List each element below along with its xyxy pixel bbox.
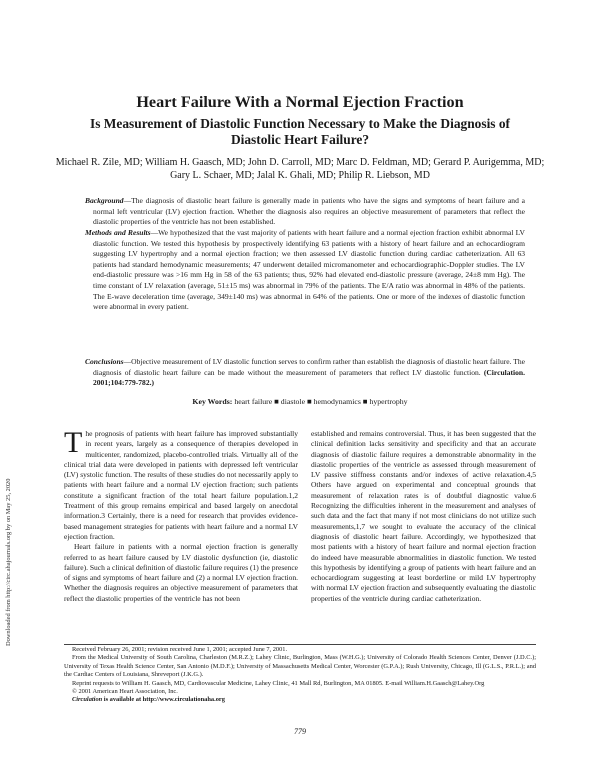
page-number: 779 (294, 727, 306, 736)
body-paragraph: established and remains controversial. Thus, it has been suggested that the clinical definition lacks sensitivity and specificity and that an accurate diagnosis of diastolic failure requires a demonstrable abnormality in the diastolic properties of the ventricle as assessed through measurement of LV passive stiffness constants and/or indexes of active relaxation.4,5 Others have argued on experimental and conceptual grounds that measurement of relaxation rates is of doubtful diagnostic value.6 Recognizing the difficulties inherent in the measurement and analyses of such data and the fact that many if not most clinicians do not utilize such measurements,1,7 we sought to evaluate the accuracy of the clinical diagnosis of diastolic heart failure. Accordingly, we hypothesized that most patients with a history of heart failure and normal ejection fraction do indeed have measurable abnormalities in diastolic function. We tested this hypothesis by identifying a group of patients with heart failure and an echocardiogram suggesting at least borderline or mild LV hypertrophy with normal LV ejection fraction and subsequently evaluating the diastolic properties of the ventricle during cardiac catheterization. (311, 429, 536, 603)
body-column-right (311, 429, 536, 604)
footnotes (64, 646, 536, 705)
conclusions-text: —Objective measurement of LV diastolic function serves to confirm rather than establish the diagnosis of diastolic heart failure. The diagnosis of diastolic heart failure can be made without the measurement of parameters that reflect LV diastolic function. (93, 357, 525, 377)
keywords-label: Key Words: (192, 397, 233, 406)
article-subtitle: Is Measurement of Diastolic Function Necessary to Make the Diagnosis of Diastolic Heart Failure? (89, 116, 511, 147)
download-watermark-text: Downloaded from http://circ.ahajournals.org by on May 25, 2020 (5, 478, 12, 646)
methods-label: Methods and Results (85, 228, 151, 237)
body-paragraph (64, 426, 298, 542)
footnote-received: Received February 26, 2001; revision received June 1, 2001; accepted June 7, 2001. (72, 646, 288, 653)
footnote-availability (64, 696, 536, 704)
citation: (Circulation. 2001;104:779-782.) (93, 367, 526, 388)
footnote-divider (64, 644, 536, 645)
methods-text: —We hypothesized that the vast majority of patients with heart failure and a normal ejection fraction exhibit abnormal LV diastolic function. We tested this hypothesis by prospectively identifying 63 patients with a history of heart failure and an echocardiogram suggesting LV hypertrophy and a normal ejection fraction; we then assessed LV diastolic function during cardiac catheterization. All 63 patients had standard hemodynamic measurements; 47 underwent detailed micromanometer and echocardiographic-Doppler studies. The LV end-diastolic pressure was >16 mm Hg in 58 of the 63 patients; thus, 92% had elevated end-diastolic pressure (average, 24±8 mm Hg). The time constant of LV relaxation (average, 51±15 ms) was abnormal in 79% of the patients. The E/A ratio was abnormal in 48% of the patients. The E-wave deceleration time (average, 349±140 ms) was abnormal in 64% of the patients. One or more of the indexes of diastolic function were abnormal in every patient. (93, 228, 525, 312)
journal-name: Circulation (72, 696, 103, 704)
drop-cap: T (64, 426, 83, 459)
keywords-text: heart failure ■ diastole ■ hemodynamics ■ hypertrophy (234, 397, 408, 406)
download-watermark (1, 440, 15, 650)
background-text: —The diagnosis of diastolic heart failure is generally made in patients who have the signs and symptoms of heart failure and a normal left ventricular (LV) ejection fraction. Whether the diagnosis also requires an objective measurement of parameters that reflect the diastolic properties of the ventricle has not been established. (93, 196, 525, 227)
footnote-reprints: Reprint requests to William H. Gaasch, MD, Cardiovascular Medicine, Lahey Clinic, 41 Mall Rd, Burlington, MA 01805. E-mail William.H.Gaasch@Lahey.Org (72, 679, 485, 687)
availability-text: is available at http://www.circulationaha.org (103, 696, 225, 704)
paragraph-text: he prognosis of patients with heart failure has improved substantially in recent years, largely as a consequence of therapies developed in multicenter, randomized, placebo-controlled trials. Virtually all of the clinical trial data were developed in patients with depressed left ventricular (LV) systolic function. The results of these studies do not necessarily apply to patients with heart failure and a normal LV ejection fraction; such patients constitute a significant fraction of the total heart failure population.1,2 Treatment of this group remains empirical and based largely on anecdotal information.3 Certainly, there is a need for research that provides evidence-based management strategies for patients with heart failure and a normal LV ejection fraction. (64, 429, 298, 541)
abstract-methods-results (85, 228, 525, 313)
author-list: Michael R. Zile, MD; William H. Gaasch, MD; John D. Carroll, MD; Marc D. Feldman, MD; Gerard P. Aurigemma, MD; Gary L. Schaer, MD; Jalal K. Ghali, MD; Philip R. Liebson, MD (55, 157, 545, 181)
footnote-affiliations: From the Medical University of South Carolina, Charleston (M.R.Z.); Lahey Clinic, Burlington, Mass (W.H.G.); University of Colorado Health Sciences Center, Denver (J.D.C.); University of Texas Health Science Center, San Antonio (M.D.F.); University of Massachusetts Medical Center, Worcester (G.P.A.); Rush University, Chicago, Ill (G.L.S., P.R.L.); and the Cardiac Centers of Louisiana, Shreveport (J.K.G.). (64, 654, 536, 679)
footnote-copyright: © 2001 American Heart Association, Inc. (72, 688, 178, 696)
keywords (0, 397, 600, 406)
article-title: Heart Failure With a Normal Ejection Fraction (136, 93, 464, 111)
body-paragraph: Heart failure in patients with a normal ejection fraction is generally referred to as heart failure caused by LV diastolic dysfunction (ie, diastolic failure). Such a clinical definition of diastolic failure requires (1) the presence of signs and symptoms of heart failure and (2) a normal LV ejection fraction. Whether the diagnosis requires an objective measurement of parameters that reflect the diastolic properties of the ventricle has not been (64, 542, 298, 603)
conclusions-label: Conclusions (85, 357, 124, 366)
abstract-conclusions (85, 357, 525, 389)
background-label: Background (85, 196, 124, 205)
body-column-left (64, 426, 298, 604)
abstract-background (85, 196, 525, 228)
